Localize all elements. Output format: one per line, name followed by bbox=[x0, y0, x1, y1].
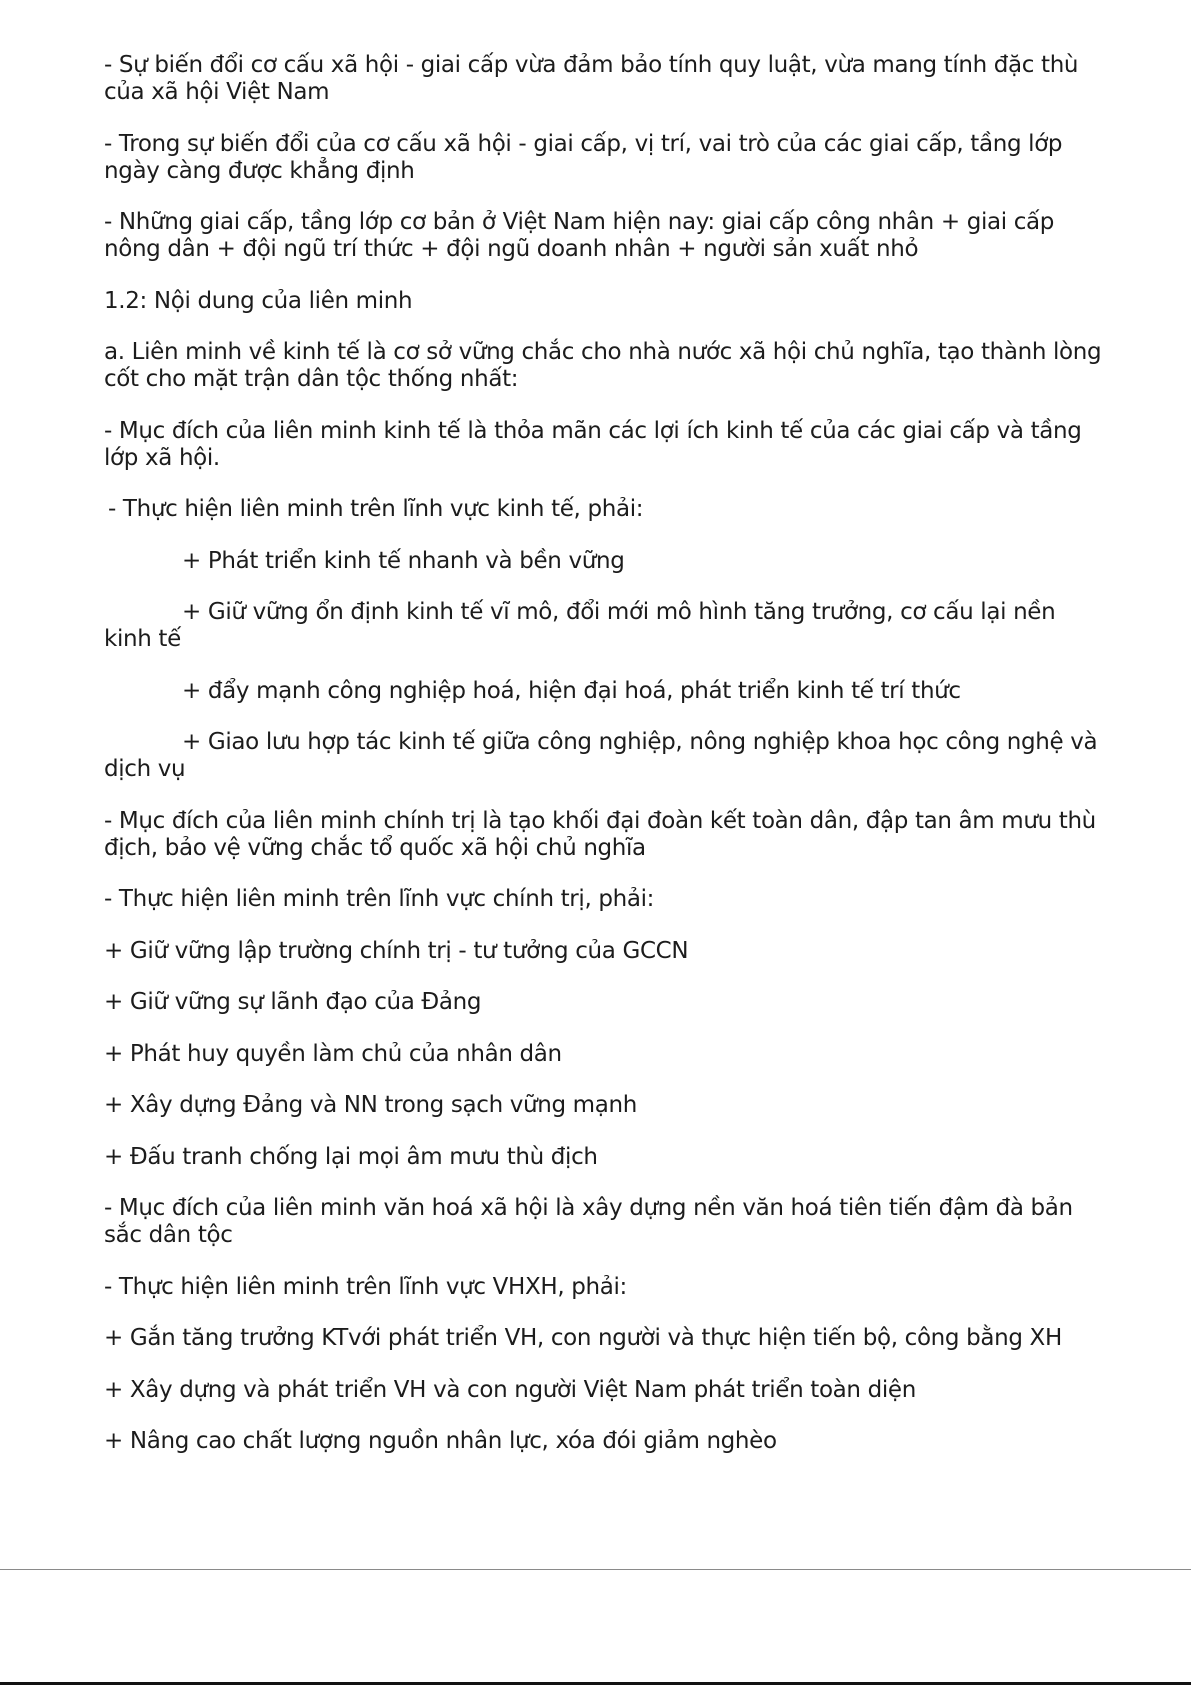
section-heading: 1.2: Nội dung của liên minh bbox=[104, 287, 413, 314]
list-item: + Xây dựng và phát triển VH và con người Việt Nam phát triển toàn diện bbox=[104, 1376, 916, 1403]
list-item: + Giao lưu hợp tác kinh tế giữa công nghiệp, nông nghiệp khoa học công nghệ và dịch vụ bbox=[104, 729, 1098, 782]
list-item: + Nâng cao chất lượng nguồn nhân lực, xóa đói giảm nghèo bbox=[104, 1428, 777, 1454]
paragraph: a. Liên minh về kinh tế là cơ sở vững chắc cho nhà nước xã hội chủ nghĩa, tạo thành lòng cốt cho mặt trận dân tộc thống nhất: bbox=[104, 339, 1102, 392]
list-item: + Giữ vững sự lãnh đạo của Đảng bbox=[104, 989, 482, 1015]
paragraph: - Thực hiện liên minh trên lĩnh vực VHXH, phải: bbox=[104, 1273, 627, 1300]
list-item: + Đấu tranh chống lại mọi âm mưu thù địch bbox=[104, 1143, 598, 1170]
list-item: + Phát huy quyền làm chủ của nhân dân bbox=[104, 1040, 562, 1067]
list-item: + Giữ vững ổn định kinh tế vĩ mô, đổi mới mô hình tăng trưởng, cơ cấu lại nền kinh tế bbox=[104, 599, 1056, 652]
paragraph: - Sự biến đổi cơ cấu xã hội - giai cấp vừa đảm bảo tính quy luật, vừa mang tính đặc thù của xã hội Việt Nam bbox=[104, 52, 1079, 105]
paragraph: - Mục đích của liên minh văn hoá xã hội là xây dựng nền văn hoá tiên tiến đậm đà bản sắc dân tộc bbox=[104, 1195, 1073, 1248]
paragraph: - Mục đích của liên minh chính trị là tạo khối đại đoàn kết toàn dân, đập tan âm mưu thù địch, bảo vệ vững chắc tổ quốc xã hội chủ nghĩa bbox=[104, 807, 1096, 861]
page-content bbox=[104, 52, 1104, 1480]
list-item: + đẩy mạnh công nghiệp hoá, hiện đại hoá, phát triển kinh tế trí thức bbox=[182, 677, 961, 704]
paragraph: - Trong sự biến đổi của cơ cấu xã hội - giai cấp, vị trí, vai trò của các giai cấp, tầng lớp ngày càng được khẳng định bbox=[104, 130, 1063, 184]
page-divider bbox=[0, 1569, 1191, 1570]
list-item: + Gắn tăng trưởng KTvới phát triển VH, con người và thực hiện tiến bộ, công bằng XH bbox=[104, 1325, 1062, 1351]
list-item: + Phát triển kinh tế nhanh và bền vững bbox=[182, 547, 625, 574]
list-item: + Giữ vững lập trường chính trị - tư tưởng của GCCN bbox=[104, 937, 689, 964]
paragraph: - Những giai cấp, tầng lớp cơ bản ở Việt Nam hiện nay: giai cấp công nhân + giai cấp nông dân + đội ngũ trí thức + đội ngũ doanh nhân + người sản xuất nhỏ bbox=[104, 209, 1055, 262]
paragraph: - Thực hiện liên minh trên lĩnh vực chính trị, phải: bbox=[104, 886, 655, 912]
paragraph: - Thực hiện liên minh trên lĩnh vực kinh tế, phải: bbox=[108, 496, 644, 522]
paragraph: - Mục đích của liên minh kinh tế là thỏa mãn các lợi ích kinh tế của các giai cấp và tầng lớp xã hội. bbox=[104, 417, 1082, 471]
list-item: + Xây dựng Đảng và NN trong sạch vững mạnh bbox=[104, 1092, 637, 1118]
